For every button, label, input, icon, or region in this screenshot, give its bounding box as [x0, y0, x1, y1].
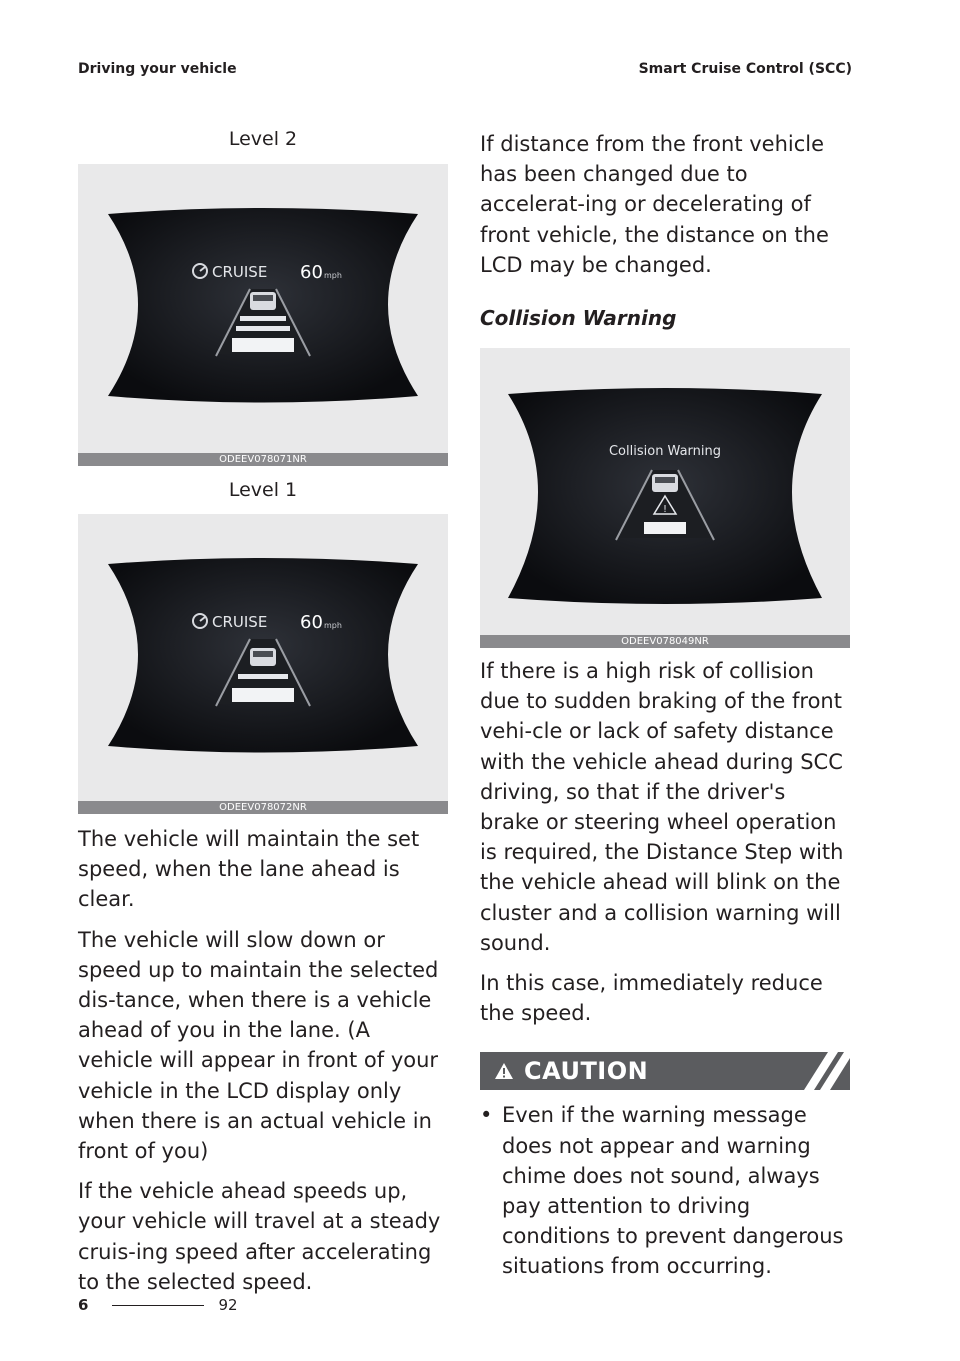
footer-rule [112, 1305, 204, 1306]
cluster-figure-level-2 [78, 164, 448, 466]
figure-code: ODEEV078049NR [480, 635, 850, 648]
header-topic-title: Smart Cruise Control (SCC) [638, 61, 852, 77]
cluster-display-image [78, 514, 448, 814]
page-footer [78, 1296, 238, 1314]
header-section-title: Driving your vehicle [78, 61, 237, 77]
cluster-display-image [78, 164, 448, 466]
caution-bullet-text: Even if the warning message does not appear and warning chime does not sound, always pay attention to driving conditions to prevent dangerous situations from occurring. [502, 1103, 844, 1279]
chapter-number: 6 [78, 1296, 89, 1314]
intro-paragraph: If distance from the front vehicle has been changed due to accelerat-ing or decelerating of front vehicle, the distance on the LCD may be changed. [480, 132, 829, 277]
figure-code: ODEEV078071NR [78, 453, 448, 466]
section-subheading: Collision Warning [480, 306, 677, 331]
figure-level-1-label: Level 1 [228, 479, 298, 501]
body-paragraph: The vehicle will slow down or speed up to maintain the selected dis-tance, when there is a vehicle ahead of you in the lane. (A vehicle will appear in front of your vehicle in the LCD display only when there is an actual vehicle in front of you) [78, 927, 439, 1164]
caution-banner [480, 1052, 850, 1090]
collision-warning-figure [480, 348, 850, 648]
warning-triangle-icon [494, 1062, 514, 1080]
left-column [78, 128, 448, 1297]
figure-level-2-label: Level 2 [228, 128, 298, 150]
cruise-label: CRUISE [212, 613, 268, 631]
body-paragraph: If there is a high risk of collision due to sudden braking of the front vehi-cle or lack of safety distance with the vehicle ahead during SCC driving, so that if the driver's brake or steering wheel operation is required, the Distance Step with the vehicle ahead will blink on the cluster and a collision warning will sound. [480, 659, 844, 955]
cluster-display-image [480, 348, 850, 648]
cluster-figure-level-1 [78, 514, 448, 814]
page-number: 92 [218, 1296, 238, 1314]
figure-code: ODEEV078072NR [78, 801, 448, 814]
svg-text:!: ! [662, 504, 668, 516]
caution-title: CAUTION [524, 1057, 649, 1086]
body-paragraph: The vehicle will maintain the set speed, when the lane ahead is clear. [78, 827, 420, 912]
body-paragraph: In this case, immediately reduce the speed. [480, 971, 823, 1026]
collision-warning-display-text: Collision Warning [608, 444, 722, 460]
right-column [480, 128, 850, 1282]
caution-stripes-decoration [780, 1052, 850, 1090]
speed-unit: mph [324, 271, 342, 280]
body-paragraph: If the vehicle ahead speeds up, your vehicle will travel at a steady cruis-ing speed after accelerating to the selected speed. [78, 1179, 441, 1294]
caution-bullet: • Even if the warning message does not appear and warning chime does not sound, always pay attention to driving conditions to prevent dangerous situations from occurring. [480, 1100, 850, 1281]
speed-unit: mph [324, 621, 342, 630]
set-speed-value: 60 [300, 262, 323, 283]
cruise-label: CRUISE [212, 263, 268, 281]
set-speed-value: 60 [300, 612, 323, 633]
